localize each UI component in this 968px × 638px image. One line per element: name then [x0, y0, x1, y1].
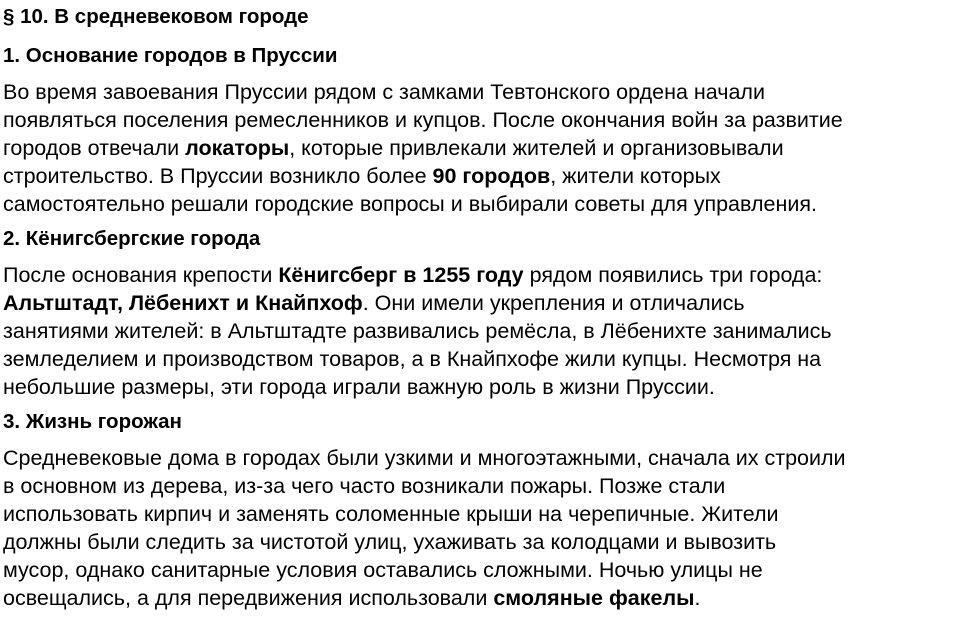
- text-line: [3, 444, 968, 472]
- text-run: Во время завоевания Пруссии рядом с замками Тевтонского ордена начали: [3, 80, 765, 104]
- text-line: [3, 106, 968, 134]
- bold-term: Кёнигсберг в 1255 году: [278, 263, 524, 287]
- text-line: [3, 584, 968, 612]
- text-line: [3, 134, 968, 162]
- text-line: [3, 261, 968, 289]
- text-run: занятиями жителей: в Альтштадте развивались ремёсла, в Лёбенихте занимались: [3, 319, 832, 343]
- bold-term: смоляные факелы: [493, 586, 695, 610]
- text-run: , которые привлекали жителей и организовывали: [289, 136, 784, 160]
- text-line: [3, 556, 968, 584]
- section-konigsberg-towns: [3, 227, 968, 401]
- bold-term: локаторы: [185, 136, 290, 160]
- text-run: городов отвечали: [3, 136, 186, 160]
- section-paragraph: [3, 78, 968, 218]
- text-run: использовать кирпич и заменять соломенные крыши на черепичные. Жители: [3, 502, 779, 526]
- text-run: . Они имели укрепления и отличались: [362, 291, 745, 315]
- section-founding: [3, 44, 968, 218]
- text-line: [3, 289, 968, 317]
- text-run: самостоятельно решали городские вопросы и выбирали советы для управления.: [3, 192, 817, 216]
- text-run: После основания крепости: [3, 263, 279, 287]
- text-line: [3, 190, 968, 218]
- bold-term: 90 городов: [432, 164, 551, 188]
- text-run: появляться поселения ремесленников и купцов. После окончания войн за развитие: [3, 108, 843, 132]
- text-line: [3, 472, 968, 500]
- text-run: строительство. В Пруссии возникло более: [3, 164, 433, 188]
- text-run: должны были следить за чистотой улиц, ухаживать за колодцами и вывозить: [3, 530, 777, 554]
- text-line: [3, 500, 968, 528]
- text-run: Средневековые дома в городах были узкими и многоэтажными, сначала их строили: [3, 446, 846, 470]
- text-run: мусор, однако санитарные условия оставались сложными. Ночью улицы не: [3, 558, 763, 582]
- text-line: [3, 162, 968, 190]
- text-run: .: [694, 586, 701, 610]
- section-heading: 3. Жизнь горожан: [3, 410, 182, 433]
- text-run: , жители которых: [550, 164, 721, 188]
- text-run: в основном из дерева, из-за чего часто возникали пожары. Позже стали: [3, 474, 726, 498]
- section-townsfolk-life: [3, 410, 968, 612]
- section-paragraph: [3, 261, 968, 401]
- section-heading: 2. Кёнигсбергские города: [3, 227, 261, 250]
- text-line: [3, 317, 968, 345]
- text-line: [3, 345, 968, 373]
- text-run: рядом появились три города:: [523, 263, 823, 287]
- bold-term: Альтштадт, Лёбенихт и Кнайпхоф: [3, 291, 363, 315]
- section-paragraph: [3, 444, 968, 612]
- text-line: [3, 373, 968, 401]
- text-run: небольшие размеры, эти города играли важную роль в жизни Пруссии.: [3, 375, 715, 399]
- text-line: [3, 78, 968, 106]
- text-line: [3, 528, 968, 556]
- section-heading: 1. Основание городов в Пруссии: [3, 44, 338, 67]
- text-run: освещались, а для передвижения использовали: [3, 586, 494, 610]
- page-title: § 10. В средневековом городе: [3, 5, 309, 28]
- text-run: земледелием и производством товаров, а в Кнайпхофе жили купцы. Несмотря на: [3, 347, 822, 371]
